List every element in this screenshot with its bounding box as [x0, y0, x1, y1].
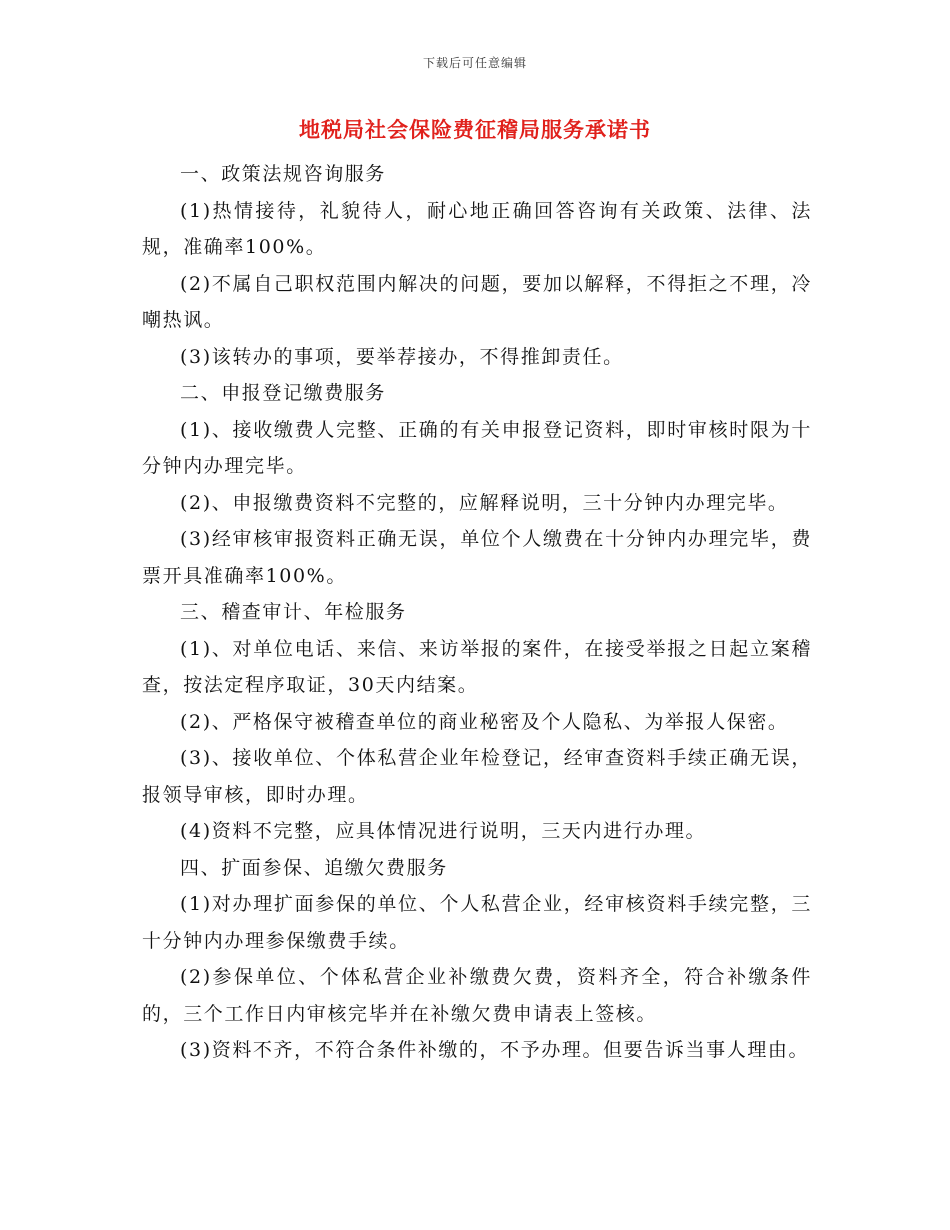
- section-heading-4: 四、扩面参保、追缴欠费服务: [180, 856, 448, 879]
- paragraph-1-1: (1)热情接待，礼貌待人，耐心地正确回答咨询有关政策、法律、法规，准确率100%。: [142, 199, 812, 258]
- section-heading-2: 二、申报登记缴费服务: [180, 382, 387, 404]
- section-heading-1: 一、政策法规咨询服务: [180, 163, 387, 185]
- paragraph-4-1: (1)对办理扩面参保的单位、个人私营企业，经审核资料手续完整，三十分钟内办理参保缴费手续。: [142, 893, 812, 952]
- paragraph-3-1: (1)、对单位电话、来信、来访举报的案件，在接受举报之日起立案稽查，按法定程序取证，30天内结案。: [142, 637, 812, 696]
- paragraph-2-1: (1)、接收缴费人完整、正确的有关申报登记资料，即时审核时限为十分钟内办理完毕。: [142, 418, 812, 477]
- paragraph-2-3: (3)经审核审报资料正确无误，单位个人缴费在十分钟内办理完毕，费票开具准确率100%。: [142, 528, 812, 587]
- paragraph-3-3: (3)、接收单位、个体私营企业年检登记，经审查资料手续正确无误，报领导审核，即时办理。: [142, 747, 812, 806]
- document-title: 地税局社会保险费征稽局服务承诺书: [299, 117, 651, 142]
- paragraph-1-3: (3)该转办的事项，要举荐接办，不得推卸责任。: [180, 345, 624, 368]
- paragraph-3-2: (2)、严格保守被稽查单位的商业秘密及个人隐私、为举报人保密。: [180, 710, 789, 733]
- document-body: [142, 156, 812, 1069]
- section-heading-3: 三、稽查审计、年检服务: [180, 601, 407, 623]
- header-note: 下载后可任意编辑: [422, 56, 527, 70]
- paragraph-4-3: (3)资料不齐，不符合条件补缴的，不予办理。但要告诉当事人理由。: [180, 1039, 810, 1061]
- paragraph-4-2: (2)参保单位、个体私营企业补缴费欠费，资料齐全，符合补缴条件的，三个工作日内审核完毕并在补缴欠费申请表上签核。: [142, 966, 812, 1025]
- paragraph-2-2: (2)、申报缴费资料不完整的，应解释说明，三十分钟内办理完毕。: [180, 491, 789, 514]
- paragraph-3-4: (4)资料不完整，应具体情况进行说明，三天内进行办理。: [180, 820, 707, 842]
- paragraph-1-2: (2)不属自己职权范围内解决的问题，要加以解释，不得拒之不理，冷嘲热讽。: [142, 272, 812, 331]
